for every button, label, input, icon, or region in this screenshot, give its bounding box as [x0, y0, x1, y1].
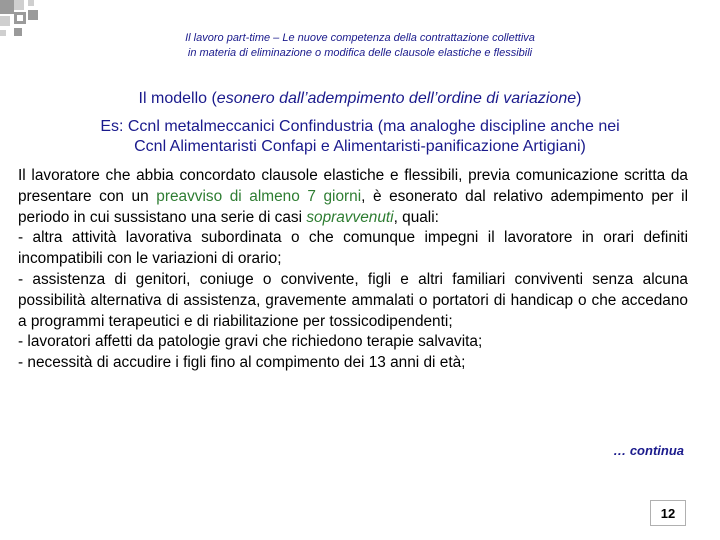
- deco-square: [0, 0, 14, 14]
- deco-square: [0, 30, 6, 36]
- header-line-1: Il lavoro part-time – Le nuove competenza della contrattazione collettiva: [185, 32, 535, 44]
- list-item: - lavoratori affetti da patologie gravi che richiedono terapie salvavita;: [18, 333, 483, 351]
- body-text: [18, 166, 688, 374]
- deco-square: [14, 0, 24, 10]
- title-emphasis: esonero dall’adempimento dell’ordine di variazione: [216, 90, 577, 107]
- list-item: - altra attività lavorativa subordinata o che comunque impegni il lavoratore in orari definiti incompatibili con le variazioni di orario;: [18, 229, 688, 268]
- deco-square: [28, 10, 38, 20]
- list-item: - necessità di accudire i figli fino al compimento dei 13 anni di età;: [18, 354, 466, 372]
- header-line-2: in materia di eliminazione o modifica delle clausole elastiche e flessibili: [187, 47, 533, 59]
- example-line-2: Ccnl Alimentaristi Confapi e Alimentaristi-panificazione Artigiani): [134, 138, 586, 155]
- slide-title: [18, 89, 702, 109]
- example-note: [18, 117, 702, 157]
- example-line-1: Es: Ccnl metalmeccanici Confindustria (ma analoghe discipline anche nei: [100, 118, 620, 135]
- intro-text: Il lavoratore che abbia concordato clausole elastiche e flessibili, previa comunicazione scritta da presentare con un: [18, 167, 688, 205]
- title-suffix: ): [576, 90, 582, 107]
- continua-link: … continua: [613, 443, 684, 458]
- intro-paragraph: [18, 166, 688, 228]
- intro-text: , è esonerato dal relativo adempimento per il periodo in cui sussistano una serie di casi: [18, 187, 688, 226]
- title-prefix: Il modello (: [138, 90, 217, 107]
- deco-square: [14, 28, 22, 36]
- emphasis-sopravvenuti: sopravvenuti: [306, 208, 394, 226]
- list-item: - assistenza di genitori, coniuge o convivente, figli e altri familiari conviventi senza alcuna possibilità alternativa di assistenza, gravemente ammalati o portatori di handicap o che accedano a programmi terapeutici e di riabilitazione per tossicodipendenti;: [18, 270, 688, 330]
- notice-highlight: preavviso di almeno 7 giorni: [156, 187, 362, 205]
- slide-header: [90, 31, 630, 61]
- page-number: 12: [650, 500, 686, 526]
- deco-square: [28, 0, 34, 6]
- intro-text: , quali:: [393, 208, 439, 226]
- deco-square: [0, 16, 10, 26]
- deco-square: [14, 12, 26, 24]
